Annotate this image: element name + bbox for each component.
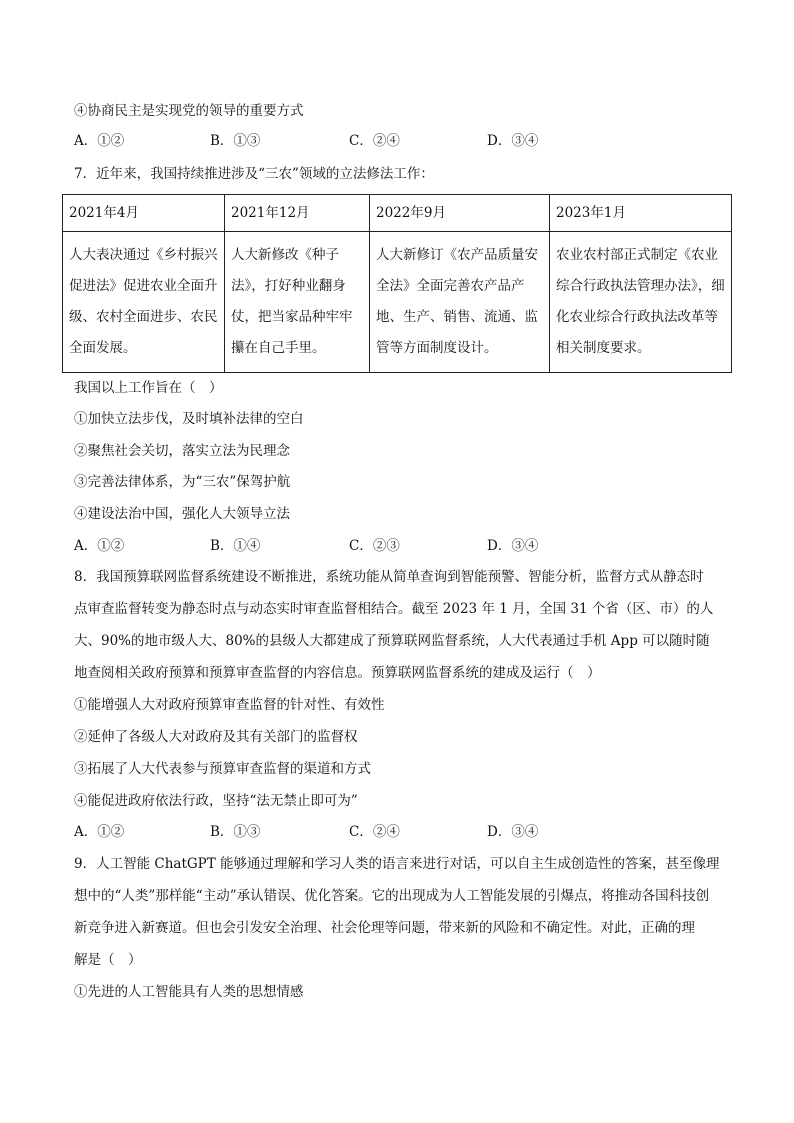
q7-option-d: D．③④ xyxy=(487,538,539,554)
q6-option-d: D．③④ xyxy=(487,133,539,149)
table-content-row xyxy=(63,232,732,373)
q9-stem-line-3: 新竞争进入新赛道。但也会引发安全治理、社会伦理等问题，带来新的风险和不确定性。对此，正确的理 xyxy=(74,920,695,936)
q7-option-b: B．①④ xyxy=(210,538,261,554)
q9-stem-line-4: 解是（ ） xyxy=(74,952,142,968)
q7-question: 我国以上工作旨在（ ） xyxy=(74,380,223,396)
table-date-cell: 2023年1月 xyxy=(550,195,732,232)
q8-item-2: ②延伸了各级人大对政府及其有关部门的监督权 xyxy=(74,729,358,745)
q9-stem-line-1: 9．人工智能 ChatGPT 能够通过理解和学习人类的语言来进行对话，可以自主生成创造性的答案，甚至像理 xyxy=(74,856,720,872)
q8-item-1: ①能增强人大对政府预算审查监督的针对性、有效性 xyxy=(74,697,385,713)
table-content-cell xyxy=(370,232,550,373)
q7-item-2: ②聚焦社会关切，落实立法为民理念 xyxy=(74,443,290,459)
q8-item-3: ③拓展了人大代表参与预算审查监督的渠道和方式 xyxy=(74,761,371,777)
q8-stem-line-2: 点审查监督转变为静态时点与动态实时审查监督相结合。截至 2023 年 1 月，全国 31 个省（区、市）的人 xyxy=(74,601,714,617)
q7-item-3: ③完善法律体系，为“三农”保驾护航 xyxy=(74,474,291,490)
table-content-text: 人大新修改《种子法》，打好种业翻身仗，把当家品种牢牢攥在自己手里。 xyxy=(231,247,353,356)
q8-stem-line-3: 大、90%的地市级人大、80%的县级人大都建成了预算联网监督系统，人大代表通过手机 App 可以随时随 xyxy=(74,633,710,649)
q7-item-4: ④建设法治中国，强化人大领导立法 xyxy=(74,506,290,522)
table-content-cell xyxy=(225,232,370,373)
table-content-text: 人大表决通过《乡村振兴促进法》促进农业全面升级、农村全面进步、农民全面发展。 xyxy=(69,247,218,356)
q7-stem: 7．近年来，我国持续推进涉及“三农”领域的立法修法工作： xyxy=(74,166,434,182)
q8-option-d: D．③④ xyxy=(487,824,539,840)
q7-option-a: A．①② xyxy=(74,538,125,554)
q6-option-b: B．①③ xyxy=(210,133,261,149)
q7-option-c: C．②③ xyxy=(349,538,400,554)
q7-item-1: ①加快立法步伐，及时填补法律的空白 xyxy=(74,411,304,427)
q6-option-a: A．①② xyxy=(74,133,125,149)
q8-stem-line-4: 地查阅相关政府预算和预算审查监督的内容信息。预算联网监督系统的建成及运行（ ） xyxy=(74,665,601,681)
q6-options xyxy=(74,131,694,151)
q8-option-b: B．①③ xyxy=(210,824,261,840)
table-date-cell: 2021年12月 xyxy=(225,195,370,232)
q7-legislation-table xyxy=(62,194,732,373)
table-content-cell xyxy=(63,232,225,373)
table-content-text: 人大新修订《农产品质量安全法》全面完善农产品产地、生产、销售、流通、监管等方面制度设计。 xyxy=(376,247,538,356)
table-date-cell: 2021年4月 xyxy=(63,195,225,232)
q6-item-4: ④协商民主是实现党的领导的重要方式 xyxy=(74,103,304,119)
q9-stem-line-2: 想中的“人类”那样能“主动”承认错误、优化答案。它的出现成为人工智能发展的引爆点，将推动各国科技创 xyxy=(74,888,710,904)
q6-option-c: C．②④ xyxy=(349,133,400,149)
q8-option-c: C．②④ xyxy=(349,824,400,840)
q7-options xyxy=(74,536,694,556)
table-content-cell xyxy=(550,232,732,373)
q8-option-a: A．①② xyxy=(74,824,125,840)
q8-options xyxy=(74,822,694,842)
table-header-row xyxy=(63,195,732,232)
q8-item-4: ④能促进政府依法行政，坚持“法无禁止即可为” xyxy=(74,793,358,809)
table-date-cell: 2022年9月 xyxy=(370,195,550,232)
q8-stem-line-1: 8．我国预算联网监督系统建设不断推进，系统功能从简单查询到智能预警、智能分析，监督方式从静态时 xyxy=(74,569,704,585)
q9-item-1: ①先进的人工智能具有人类的思想情感 xyxy=(74,984,304,1000)
table-content-text: 农业农村部正式制定《农业综合行政执法管理办法》，细化农业综合行政执法改革等相关制度要求。 xyxy=(556,247,725,356)
